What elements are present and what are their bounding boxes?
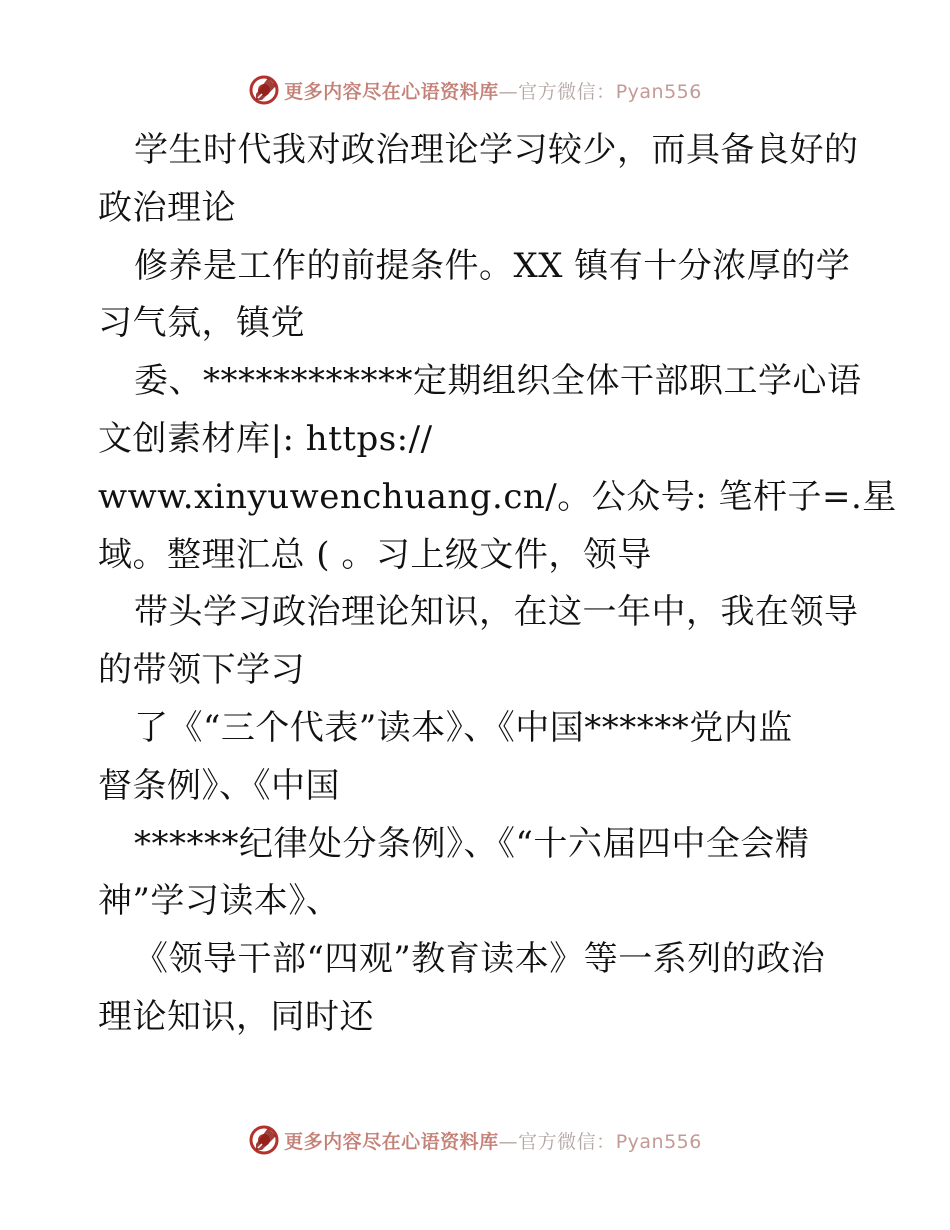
paragraph-line: 的带领下学习 (98, 650, 305, 691)
header-separator: — (498, 80, 519, 103)
paragraph-line: 文创素材库|: https:// (98, 418, 433, 459)
paragraph-line: 习气氛，镇党 (98, 303, 305, 344)
paragraph-line: ******纪律处分条例》、《“十六届四中全会精 (134, 823, 810, 864)
header-wechat-label: 官方微信： (518, 80, 616, 103)
paragraph-line: 政治理论 (98, 187, 236, 228)
header-banner (0, 70, 950, 110)
footer-wechat-handle: Pyan556 (615, 1130, 702, 1153)
paragraph-line: 神”学习读本》、 (98, 881, 341, 922)
footer-wechat-label: 官方微信： (518, 1130, 616, 1153)
header-brand: 更多内容尽在心语资料库 (284, 80, 499, 103)
paragraph-line: 委、************定期组织全体干部职工学心语 (134, 361, 862, 402)
paragraph-line: 修养是工作的前提条件。XX 镇有十分浓厚的学 (134, 245, 851, 286)
document-body (98, 122, 897, 1047)
footer-banner (0, 1120, 950, 1160)
paragraph-line: 理论知识，同时还 (98, 996, 374, 1037)
paragraph-line: www.xinyuwenchuang.cn/。公众号: 笔杆子=.星 (98, 476, 897, 517)
header-wechat-handle: Pyan556 (615, 80, 702, 103)
header-banner-text (284, 77, 702, 104)
paragraph-line: 督条例》、《中国 (98, 765, 340, 806)
paragraph-line: 带头学习政治理论知识，在这一年中，我在领导 (134, 592, 859, 633)
paragraph-line: 了《“三个代表”读本》、《中国******党内监 (134, 707, 793, 748)
paragraph-line: 《领导干部“四观”教育读本》等一系列的政治 (134, 939, 826, 980)
footer-banner-text (284, 1127, 702, 1154)
paragraph-line: 学生时代我对政治理论学习较少，而具备良好的 (134, 130, 859, 170)
footer-brand: 更多内容尽在心语资料库 (284, 1130, 499, 1153)
pen-circle-logo-icon (248, 1124, 280, 1156)
pen-circle-logo-icon (248, 74, 280, 106)
paragraph-line: 域。整理汇总 ( 。习上级文件，领导 (98, 534, 652, 575)
footer-separator: — (498, 1130, 519, 1153)
